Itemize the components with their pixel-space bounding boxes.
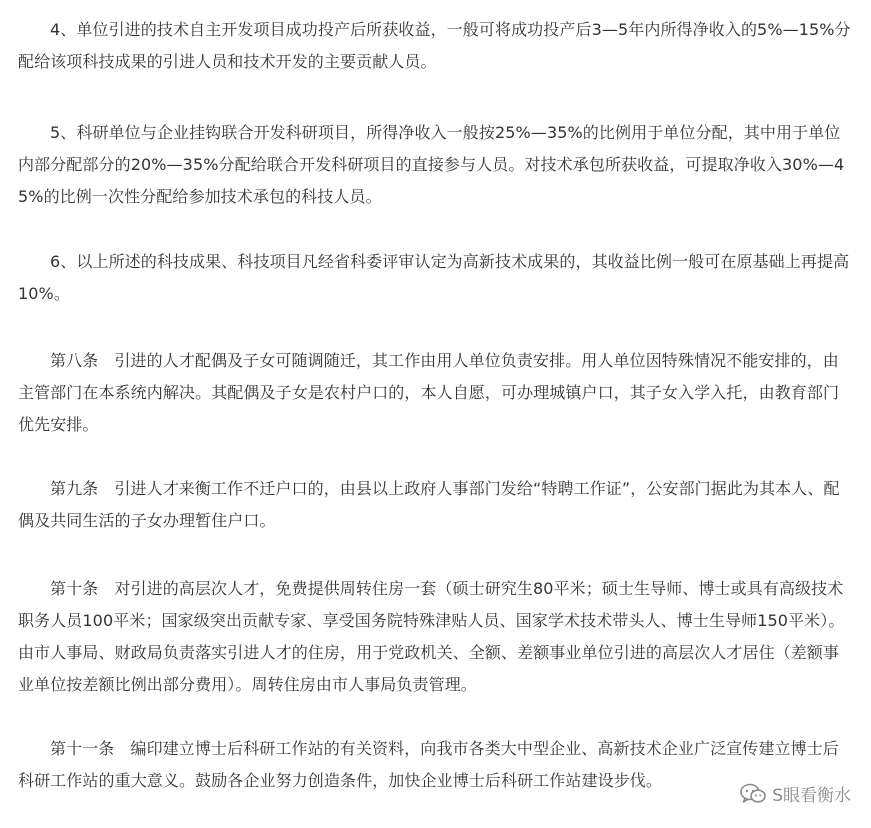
paragraph-item-6: 6、以上所述的科技成果、科技项目凡经省科委评审认定为高新技术成果的，其收益比例一般可在原基础上再提高10%。 [18,252,850,303]
paragraph-article-10: 第十条 对引进的高层次人才，免费提供周转住房一套（硕士研究生80平米；硕士生导师、博士或具有高级技术职务人员100平米；国家级突出贡献专家、享受国务院特殊津贴人员、国家学术技术带头人、博士生导师150平米）。由市人事局、财政局负责落实引进人才的住房，用于党政机关、全额、差额事业单位引进的高层次人才居住（差额事业单位按差额比例出部分费用）。周转住房由市人事局负责管理。 [18,579,845,694]
paragraph-item-4: 4、单位引进的技术自主开发项目成功投产后所获收益，一般可将成功投产后3—5年内所得净收入的5%—15%分配给该项科技成果的引进人员和技术开发的主要贡献人员。 [18,20,851,71]
paragraph-item-5: 5、科研单位与企业挂钩联合开发科研项目，所得净收入一般按25%—35%的比例用于单位分配，其中用于单位内部分配部分的20%—35%分配给联合开发科研项目的直接参与人员。对技术承包所获收益，可提取净收入30%—45%的比例一次性分配给参加技术承包的科技人员。 [18,123,845,206]
paragraph-article-11: 第十一条 编印建立博士后科研工作站的有关资料，向我市各类大中型企业、高新技术企业广泛宣传建立博士后科研工作站的重大意义。鼓励各企业努力创造条件，加快企业博士后科研工作站建设步伐。 [18,739,839,790]
watermark [740,781,851,806]
wechat-icon [740,783,766,805]
paragraph-article-9: 第九条 引进人才来衡工作不迁户口的，由县以上政府人事部门发给“特聘工作证”，公安部门据此为其本人、配偶及共同生活的子女办理暂住户口。 [18,479,840,530]
paragraph-article-8: 第八条 引进的人才配偶及子女可随调随迁，其工作由用人单位负责安排。用人单位因特殊情况不能安排的，由主管部门在本系统内解决。其配偶及子女是农村户口的，本人自愿，可办理城镇户口，其子女入学入托，由教育部门优先安排。 [18,351,840,434]
watermark-text: S眼看衡水 [772,786,851,806]
